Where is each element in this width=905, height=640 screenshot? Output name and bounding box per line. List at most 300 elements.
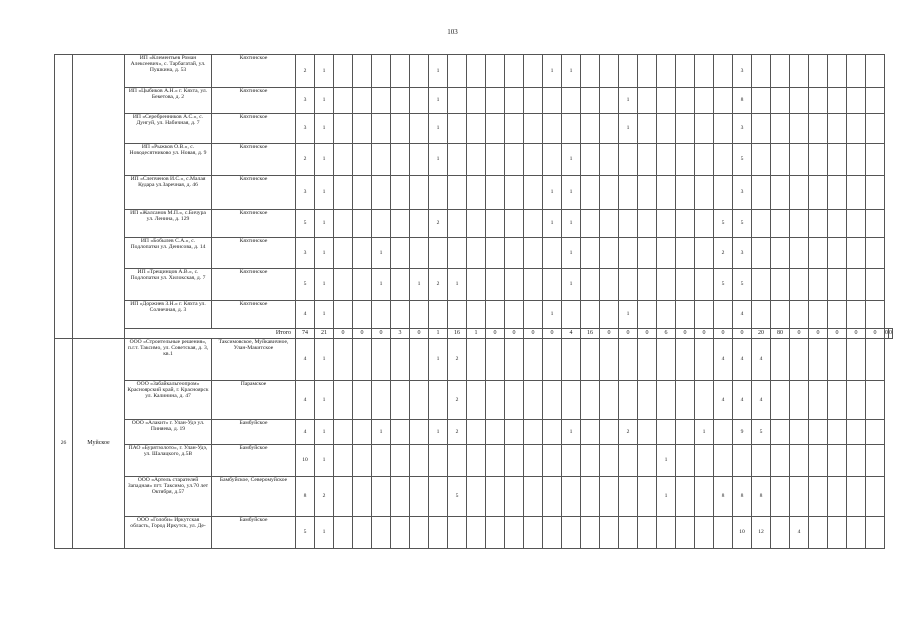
- value-cell: [353, 445, 372, 477]
- value-cell: [467, 210, 486, 238]
- value-cell: [714, 445, 733, 477]
- total-value-cell: 0: [353, 329, 372, 339]
- value-cell: [657, 339, 676, 381]
- value-cell: [334, 210, 353, 238]
- organization-cell: ИП «Рыжков О.В.», с. Новодесятниково ул. Новая, д. 9: [125, 144, 212, 176]
- value-cell: [866, 210, 885, 238]
- value-cell: [448, 301, 467, 329]
- value-cell: [562, 517, 581, 549]
- value-cell: [543, 517, 562, 549]
- value-cell: [391, 339, 410, 381]
- value-cell: [619, 517, 638, 549]
- value-cell: 4: [790, 517, 809, 549]
- value-cell: [752, 88, 771, 114]
- value-cell: [771, 301, 790, 329]
- value-cell: [391, 445, 410, 477]
- organization-cell: ООО «Забайкальгеопром» Красноярский край, г. Красноярск ул. Калинина, д. 47: [125, 381, 212, 420]
- value-cell: 1: [562, 238, 581, 269]
- deposit-cell: Кяхтинское: [212, 238, 296, 269]
- value-cell: [448, 517, 467, 549]
- value-cell: [809, 88, 828, 114]
- value-cell: [505, 420, 524, 445]
- value-cell: [847, 381, 866, 420]
- value-cell: [866, 381, 885, 420]
- value-cell: [505, 339, 524, 381]
- value-cell: [486, 144, 505, 176]
- value-cell: [448, 176, 467, 210]
- value-cell: [771, 517, 790, 549]
- value-cell: [619, 269, 638, 301]
- value-cell: [752, 114, 771, 144]
- table-row: [55, 477, 893, 517]
- total-value-cell: 0: [828, 329, 847, 339]
- value-cell: [638, 238, 657, 269]
- value-cell: [372, 114, 391, 144]
- value-cell: [695, 114, 714, 144]
- value-cell: 2: [448, 381, 467, 420]
- value-cell: [714, 88, 733, 114]
- value-cell: [448, 55, 467, 88]
- value-cell: [752, 238, 771, 269]
- value-cell: [657, 176, 676, 210]
- value-cell: [771, 339, 790, 381]
- value-cell: [676, 445, 695, 477]
- value-cell: [391, 114, 410, 144]
- value-cell: [524, 88, 543, 114]
- value-cell: [828, 269, 847, 301]
- value-cell: [391, 144, 410, 176]
- value-cell: [448, 445, 467, 477]
- value-cell: 9: [733, 420, 752, 445]
- value-cell: 4: [714, 339, 733, 381]
- value-cell: [372, 517, 391, 549]
- value-cell: 10: [733, 517, 752, 549]
- value-cell: [657, 114, 676, 144]
- value-cell: [790, 339, 809, 381]
- value-cell: [619, 55, 638, 88]
- value-cell: [410, 55, 429, 88]
- table-row: [55, 88, 893, 114]
- total-value-cell: 0: [524, 329, 543, 339]
- total-value-cell: 0: [334, 329, 353, 339]
- total-value-cell: 0: [866, 329, 885, 339]
- deposit-cell: Бамбуйское: [212, 517, 296, 549]
- value-cell: [714, 301, 733, 329]
- value-cell: [695, 238, 714, 269]
- organization-cell: ИП «Клементьев Роман Алексеевич», с. Тарбагатай, ул. Пушкина, д. 53: [125, 55, 212, 88]
- total-value-cell: 6: [657, 329, 676, 339]
- value-cell: 4: [296, 339, 315, 381]
- value-cell: [847, 477, 866, 517]
- value-cell: [695, 269, 714, 301]
- value-cell: [524, 477, 543, 517]
- total-value-cell: 0: [695, 329, 714, 339]
- organization-cell: ИП «Бобылев С.А.», с. Подлопатки ул. Денисова, д. 14: [125, 238, 212, 269]
- value-cell: [638, 301, 657, 329]
- value-cell: [638, 381, 657, 420]
- value-cell: 1: [372, 238, 391, 269]
- value-cell: [619, 176, 638, 210]
- total-value-cell: 80: [771, 329, 790, 339]
- table-row: [55, 381, 893, 420]
- value-cell: [524, 144, 543, 176]
- value-cell: 2: [448, 339, 467, 381]
- value-cell: [866, 301, 885, 329]
- value-cell: [847, 210, 866, 238]
- value-cell: 1: [619, 114, 638, 144]
- value-cell: [334, 301, 353, 329]
- value-cell: [600, 269, 619, 301]
- value-cell: [676, 381, 695, 420]
- value-cell: [828, 381, 847, 420]
- value-cell: [581, 88, 600, 114]
- deposit-cell: Кяхтинское: [212, 176, 296, 210]
- value-cell: [752, 210, 771, 238]
- value-cell: [410, 210, 429, 238]
- value-cell: [657, 144, 676, 176]
- value-cell: [467, 445, 486, 477]
- value-cell: [619, 445, 638, 477]
- value-cell: 1: [429, 88, 448, 114]
- value-cell: [847, 269, 866, 301]
- value-cell: 4: [733, 381, 752, 420]
- value-cell: 1: [315, 269, 334, 301]
- value-cell: [866, 517, 885, 549]
- value-cell: [391, 210, 410, 238]
- value-cell: [847, 420, 866, 445]
- value-cell: 5: [296, 269, 315, 301]
- value-cell: 8: [752, 477, 771, 517]
- organization-cell: ИП «Цыбиков А.Н.» г. Кяхта, ул. Бекетова, д. 2: [125, 88, 212, 114]
- table-row: [55, 269, 893, 301]
- value-cell: [657, 301, 676, 329]
- deposit-cell: Бамбуйское: [212, 445, 296, 477]
- value-cell: [334, 381, 353, 420]
- value-cell: [353, 477, 372, 517]
- value-cell: 4: [714, 381, 733, 420]
- value-cell: [695, 176, 714, 210]
- value-cell: [638, 445, 657, 477]
- value-cell: [410, 420, 429, 445]
- value-cell: [771, 238, 790, 269]
- value-cell: 1: [315, 301, 334, 329]
- value-cell: [866, 176, 885, 210]
- value-cell: [486, 517, 505, 549]
- value-cell: [657, 88, 676, 114]
- value-cell: [543, 381, 562, 420]
- deposit-cell: Бамбуйское: [212, 420, 296, 445]
- value-cell: [505, 88, 524, 114]
- value-cell: [638, 114, 657, 144]
- value-cell: [372, 144, 391, 176]
- organization-cell: ООО «Артель старателей Западная» пгт. Таксимо, ул.70 лет Октября, д.57: [125, 477, 212, 517]
- value-cell: [524, 445, 543, 477]
- total-value-cell: 3: [391, 329, 410, 339]
- value-cell: [543, 269, 562, 301]
- table-row: [55, 210, 893, 238]
- value-cell: 1: [372, 420, 391, 445]
- value-cell: [505, 445, 524, 477]
- total-value-cell: 1: [467, 329, 486, 339]
- table-row: [55, 144, 893, 176]
- value-cell: 3: [296, 114, 315, 144]
- value-cell: [733, 445, 752, 477]
- total-value-cell: 74: [296, 329, 315, 339]
- value-cell: [714, 517, 733, 549]
- table-row: [55, 445, 893, 477]
- value-cell: [505, 517, 524, 549]
- value-cell: [467, 176, 486, 210]
- value-cell: [372, 88, 391, 114]
- value-cell: 2: [448, 420, 467, 445]
- value-cell: [752, 55, 771, 88]
- value-cell: [391, 238, 410, 269]
- value-cell: [638, 269, 657, 301]
- value-cell: [809, 210, 828, 238]
- value-cell: [828, 88, 847, 114]
- value-cell: [334, 176, 353, 210]
- value-cell: [353, 339, 372, 381]
- value-cell: [562, 339, 581, 381]
- value-cell: [353, 517, 372, 549]
- value-cell: [600, 477, 619, 517]
- value-cell: 1: [543, 210, 562, 238]
- value-cell: [448, 144, 467, 176]
- total-value-cell: 0: [809, 329, 828, 339]
- value-cell: [619, 477, 638, 517]
- value-cell: [334, 339, 353, 381]
- page-number: 103: [447, 28, 458, 36]
- value-cell: [353, 238, 372, 269]
- value-cell: [714, 114, 733, 144]
- value-cell: [543, 144, 562, 176]
- value-cell: [771, 420, 790, 445]
- value-cell: [866, 238, 885, 269]
- value-cell: [486, 88, 505, 114]
- total-value-cell: 0: [676, 329, 695, 339]
- value-cell: [790, 301, 809, 329]
- value-cell: [752, 301, 771, 329]
- value-cell: 5: [733, 144, 752, 176]
- value-cell: 1: [695, 420, 714, 445]
- value-cell: [581, 420, 600, 445]
- value-cell: [657, 420, 676, 445]
- value-cell: [353, 176, 372, 210]
- value-cell: [714, 55, 733, 88]
- value-cell: 1: [429, 420, 448, 445]
- value-cell: [790, 269, 809, 301]
- value-cell: [581, 269, 600, 301]
- value-cell: 1: [315, 210, 334, 238]
- organization-cell: ПАО «Бурятзолото», г. Улан-Удэ, ул. Шалацкого, д.5В: [125, 445, 212, 477]
- value-cell: [828, 114, 847, 144]
- value-cell: 12: [752, 517, 771, 549]
- value-cell: 1: [543, 301, 562, 329]
- value-cell: [676, 176, 695, 210]
- value-cell: [410, 88, 429, 114]
- value-cell: [391, 55, 410, 88]
- value-cell: [790, 176, 809, 210]
- value-cell: [486, 339, 505, 381]
- value-cell: 4: [296, 301, 315, 329]
- value-cell: 1: [315, 176, 334, 210]
- value-cell: [581, 238, 600, 269]
- value-cell: [524, 238, 543, 269]
- value-cell: [429, 477, 448, 517]
- value-cell: [600, 339, 619, 381]
- value-cell: [771, 381, 790, 420]
- organization-cell: ООО «Строительные решения», п.г.т. Таксимо, ул. Советская, д. 3, кв.1: [125, 339, 212, 381]
- value-cell: [486, 114, 505, 144]
- value-cell: 10: [296, 445, 315, 477]
- deposit-cell: Кяхтинское: [212, 114, 296, 144]
- value-cell: [695, 144, 714, 176]
- value-cell: [505, 381, 524, 420]
- value-cell: [524, 269, 543, 301]
- value-cell: [657, 269, 676, 301]
- value-cell: [562, 301, 581, 329]
- total-value-cell: 20: [752, 329, 771, 339]
- value-cell: 5: [714, 269, 733, 301]
- value-cell: [638, 144, 657, 176]
- table-row: [55, 114, 893, 144]
- value-cell: 1: [562, 144, 581, 176]
- value-cell: [448, 210, 467, 238]
- deposit-cell: Кяхтинское: [212, 269, 296, 301]
- value-cell: 2: [315, 477, 334, 517]
- value-cell: [505, 238, 524, 269]
- value-cell: 3: [296, 176, 315, 210]
- value-cell: [714, 420, 733, 445]
- value-cell: [543, 88, 562, 114]
- value-cell: [505, 55, 524, 88]
- organization-cell: ИП «Трещинцов А.В.», с. Подлопатки ул. Хилокская, д. 7: [125, 269, 212, 301]
- value-cell: 1: [410, 269, 429, 301]
- value-cell: [695, 88, 714, 114]
- value-cell: [505, 144, 524, 176]
- value-cell: [657, 238, 676, 269]
- organization-cell: ИП «Слепченов И.С.», с.Малая Кудара ул.Заречная, д. 46: [125, 176, 212, 210]
- value-cell: [391, 176, 410, 210]
- register-table-body: [55, 55, 893, 549]
- total-value-cell: 0: [619, 329, 638, 339]
- value-cell: [429, 445, 448, 477]
- value-cell: [771, 269, 790, 301]
- value-cell: [524, 55, 543, 88]
- value-cell: [809, 269, 828, 301]
- value-cell: [752, 445, 771, 477]
- value-cell: [372, 381, 391, 420]
- value-cell: [467, 517, 486, 549]
- value-cell: 1: [562, 55, 581, 88]
- value-cell: [505, 176, 524, 210]
- value-cell: [486, 477, 505, 517]
- total-value-cell: 1: [429, 329, 448, 339]
- value-cell: [429, 301, 448, 329]
- value-cell: [581, 114, 600, 144]
- value-cell: [657, 517, 676, 549]
- value-cell: [771, 88, 790, 114]
- value-cell: [771, 144, 790, 176]
- total-value-cell: 0: [372, 329, 391, 339]
- value-cell: [600, 114, 619, 144]
- value-cell: [866, 55, 885, 88]
- value-cell: [467, 269, 486, 301]
- value-cell: [600, 88, 619, 114]
- value-cell: [695, 339, 714, 381]
- value-cell: [695, 301, 714, 329]
- total-value-cell: 0: [600, 329, 619, 339]
- value-cell: [619, 238, 638, 269]
- value-cell: [486, 381, 505, 420]
- value-cell: 8: [714, 477, 733, 517]
- value-cell: 1: [429, 114, 448, 144]
- value-cell: [334, 88, 353, 114]
- total-value-cell: 0: [847, 329, 866, 339]
- value-cell: [581, 445, 600, 477]
- value-cell: [638, 517, 657, 549]
- value-cell: [410, 381, 429, 420]
- deposit-cell: Кяхтинское: [212, 55, 296, 88]
- value-cell: [486, 55, 505, 88]
- total-value-cell: 4: [562, 329, 581, 339]
- value-cell: [695, 517, 714, 549]
- deposit-cell: Парамское: [212, 381, 296, 420]
- value-cell: 1: [543, 176, 562, 210]
- value-cell: 1: [562, 176, 581, 210]
- value-cell: [847, 301, 866, 329]
- value-cell: [714, 144, 733, 176]
- value-cell: [809, 477, 828, 517]
- value-cell: [828, 301, 847, 329]
- total-label: Итого: [125, 329, 296, 339]
- value-cell: [752, 144, 771, 176]
- value-cell: 2: [429, 210, 448, 238]
- value-cell: [524, 210, 543, 238]
- value-cell: 1: [429, 55, 448, 88]
- value-cell: [809, 114, 828, 144]
- value-cell: [695, 381, 714, 420]
- value-cell: [676, 238, 695, 269]
- value-cell: [467, 477, 486, 517]
- value-cell: [334, 420, 353, 445]
- value-cell: 4: [733, 301, 752, 329]
- value-cell: [334, 238, 353, 269]
- value-cell: 5: [752, 420, 771, 445]
- organization-cell: ИП «Доржиев З.Н.» г. Кяхта ул. Солнечная, д. 3: [125, 301, 212, 329]
- value-cell: [353, 210, 372, 238]
- value-cell: [828, 210, 847, 238]
- value-cell: [543, 114, 562, 144]
- value-cell: [847, 339, 866, 381]
- value-cell: [866, 114, 885, 144]
- value-cell: [372, 55, 391, 88]
- value-cell: [410, 114, 429, 144]
- value-cell: [448, 114, 467, 144]
- value-cell: 1: [315, 144, 334, 176]
- value-cell: [828, 445, 847, 477]
- value-cell: 1: [657, 445, 676, 477]
- value-cell: [676, 517, 695, 549]
- value-cell: [391, 381, 410, 420]
- value-cell: [657, 210, 676, 238]
- total-value-cell: 0: [410, 329, 429, 339]
- value-cell: [581, 517, 600, 549]
- value-cell: [676, 88, 695, 114]
- value-cell: [771, 114, 790, 144]
- value-cell: [600, 176, 619, 210]
- value-cell: [790, 477, 809, 517]
